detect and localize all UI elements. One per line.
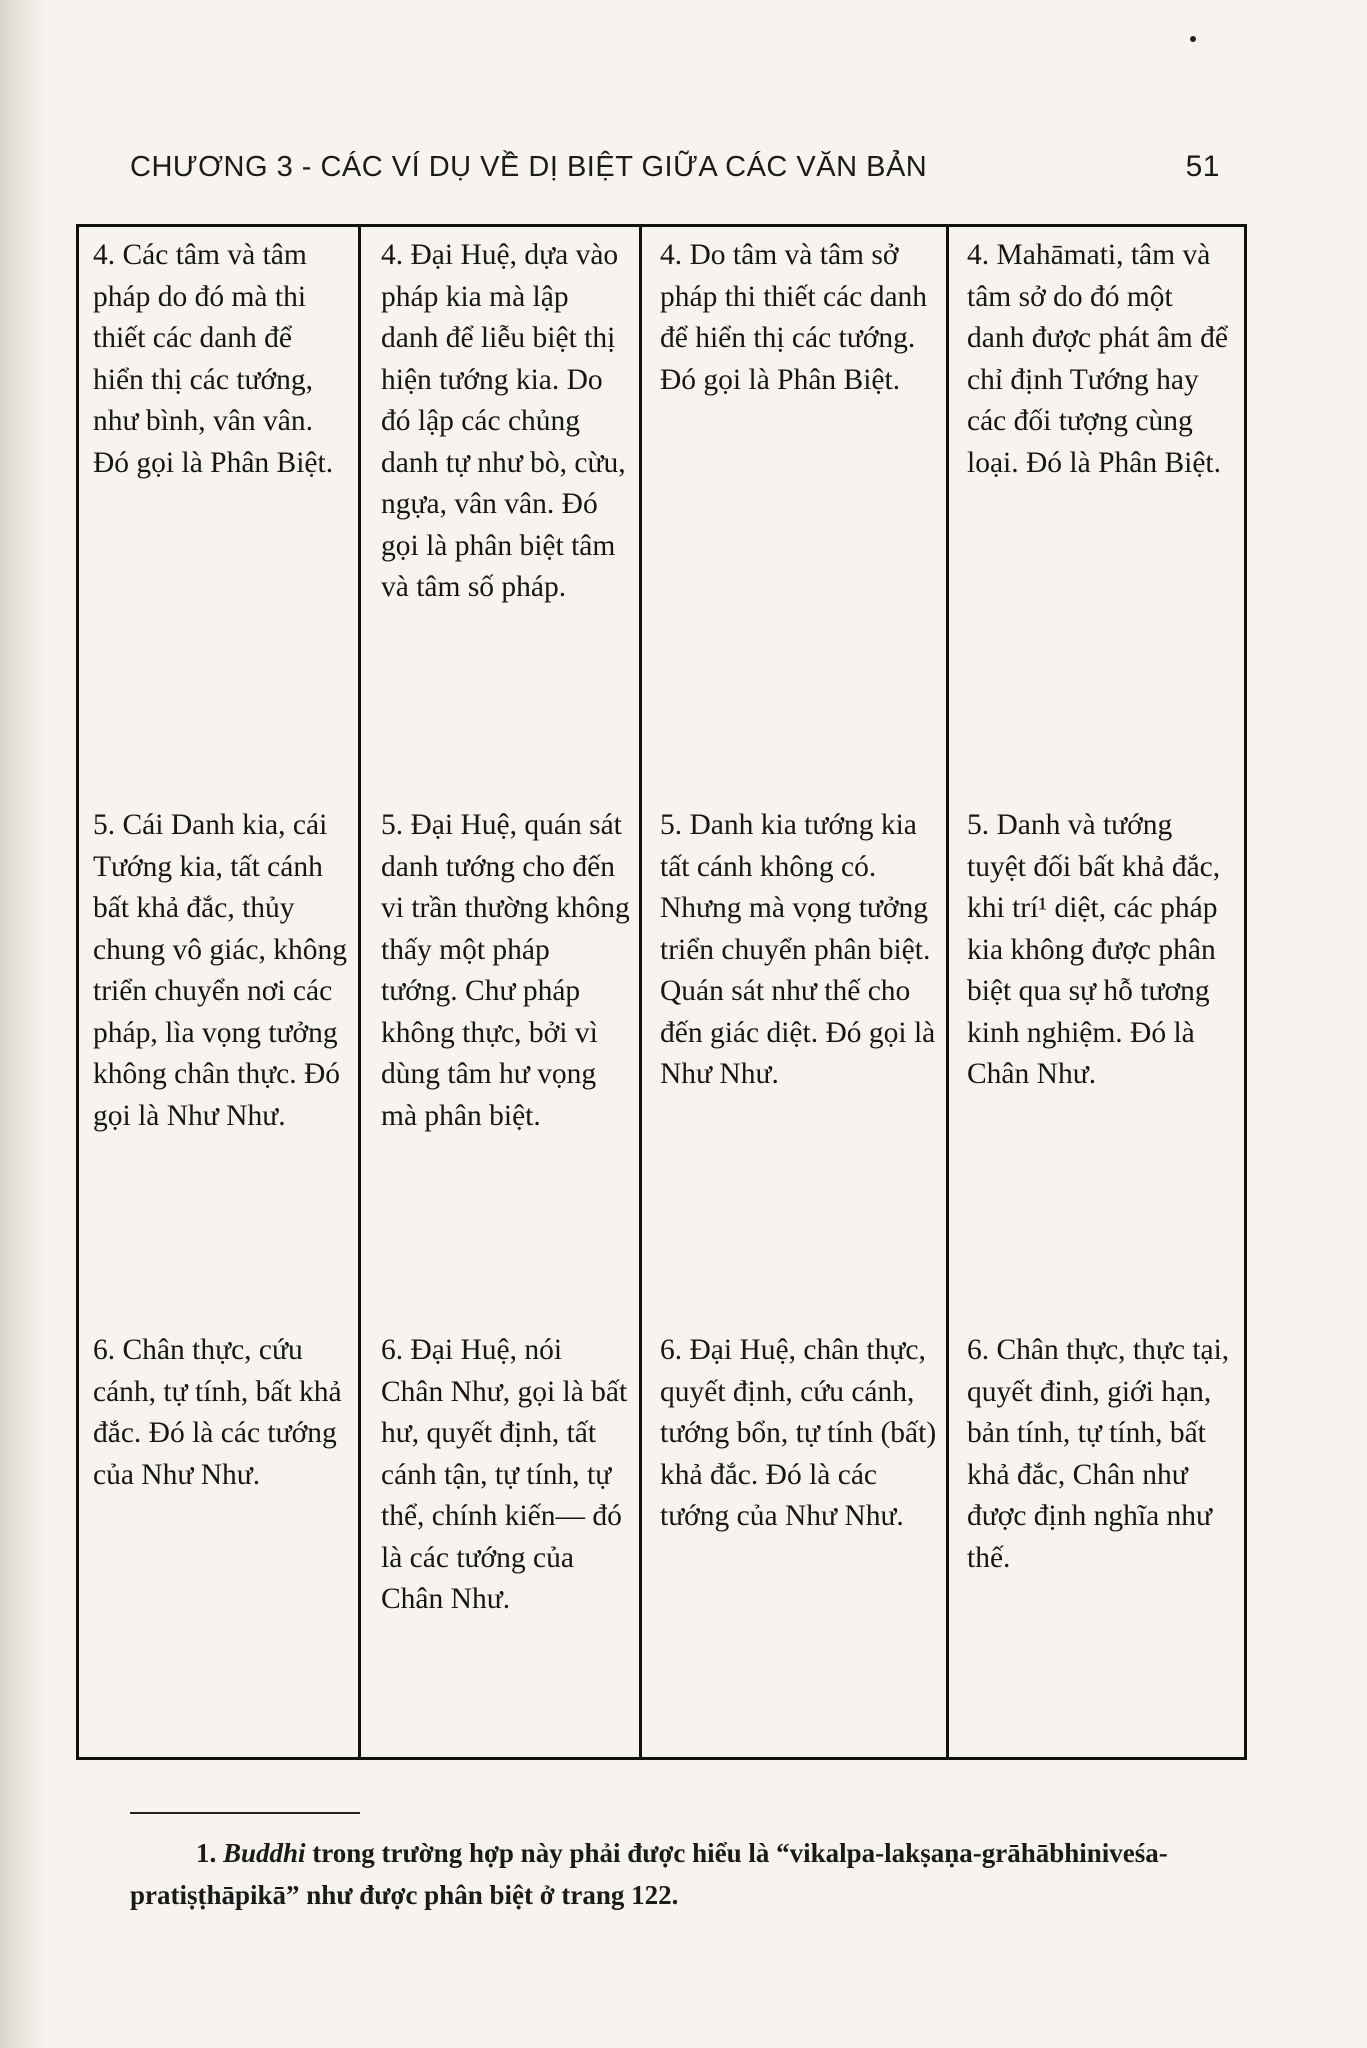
table-cell: 5. Danh và tướng tuyệt đối bất khả đắc, khi trí¹ diệt, các pháp kia không được phân biệt qua sự hỗ tương kinh nghiệm. Đó là Chân Như. bbox=[967, 809, 1221, 1090]
table-cell: 4. Mahāmati, tâm và tâm sở do đó một danh được phát âm để chỉ định Tướng hay các đối tượng cùng loại. Đó là Phân Biệt. bbox=[967, 239, 1228, 479]
table-cell: 4. Do tâm và tâm sở pháp thi thiết các danh để hiển thị các tướng. Đó gọi là Phân Biệt. bbox=[642, 227, 949, 785]
table-cell: 6. Đại Huệ, chân thực, quyết định, cứu cánh, tướng bổn, tự tính (bất) khả đắc. Đó là các tướng của Như Như. bbox=[642, 1308, 949, 1757]
table-cell: 5. Danh kia tướng kia tất cánh không có. Nhưng mà vọng tưởng triển chuyển phân biệt. Quán sát như thế cho đến giác diệt. Đó gọi là Như Như. bbox=[642, 785, 949, 1308]
table-cell: 4. Đại Huệ, dựa vào pháp kia mà lập danh để liễu biệt thị hiện tướng kia. Do đó lập các chủng danh tự như bò, cừu, ngựa, vân vân. Đó gọi là phân biệt tâm và tâm số pháp. bbox=[361, 227, 642, 785]
ink-dot bbox=[1190, 36, 1196, 42]
page-number: 51 bbox=[1185, 150, 1220, 183]
table-cell: 6. Đại Huệ, nói Chân Như, gọi là bất hư, quyết định, tất cánh tận, tự tính, tự thể, chính kiến— đó là các tướng của Chân Như. bbox=[361, 1308, 642, 1757]
footnote-line-2: pratiṣṭhāpikā” như được phân biệt ở trang 122. bbox=[130, 1880, 679, 1910]
chapter-title: CHƯƠNG 3 - CÁC VÍ DỤ VỀ DỊ BIỆT GIỮA CÁC VĂN BẢN bbox=[130, 151, 928, 183]
running-header bbox=[130, 140, 1220, 184]
footnote-divider bbox=[130, 1812, 360, 1814]
table-cell: 4. Các tâm và tâm pháp do đó mà thi thiết các danh để hiển thị các tướng, như bình, vân vân. Đó gọi là Phân Biệt. bbox=[79, 227, 361, 785]
table-cell: 6. Chân thực, thực tại, quyết đinh, giới hạn, bản tính, tự tính, bất khả đắc, Chân như được định nghĩa như thế. bbox=[967, 1334, 1230, 1574]
footnote-line-1 bbox=[130, 1832, 1230, 1874]
footnote bbox=[130, 1832, 1230, 1916]
footnote-marker: 1. bbox=[196, 1838, 217, 1868]
footnote-term: Buddhi bbox=[223, 1838, 306, 1868]
page-gutter-shadow bbox=[0, 0, 46, 2048]
comparison-table bbox=[76, 224, 1247, 1760]
table-cell: 5. Cái Danh kia, cái Tướng kia, tất cánh bất khả đắc, thủy chung vô giác, không triển chuyển nơi các pháp, lìa vọng tưởng không chân thực. Đó gọi là Như Như. bbox=[79, 785, 361, 1308]
table-cell: 6. Chân thực, cứu cánh, tự tính, bất khả đắc. Đó là các tướng của Như Như. bbox=[79, 1308, 361, 1757]
table-cell: 5. Đại Huệ, quán sát danh tướng cho đến vi trần thường không thấy một pháp tướng. Chư pháp không thực, bởi vì dùng tâm hư vọng mà phân biệt. bbox=[361, 785, 642, 1308]
footnote-text-1: trong trường hợp này phải được hiểu là “vikalpa-lakṣaṇa-grāhābhiniveśa- bbox=[305, 1838, 1168, 1868]
